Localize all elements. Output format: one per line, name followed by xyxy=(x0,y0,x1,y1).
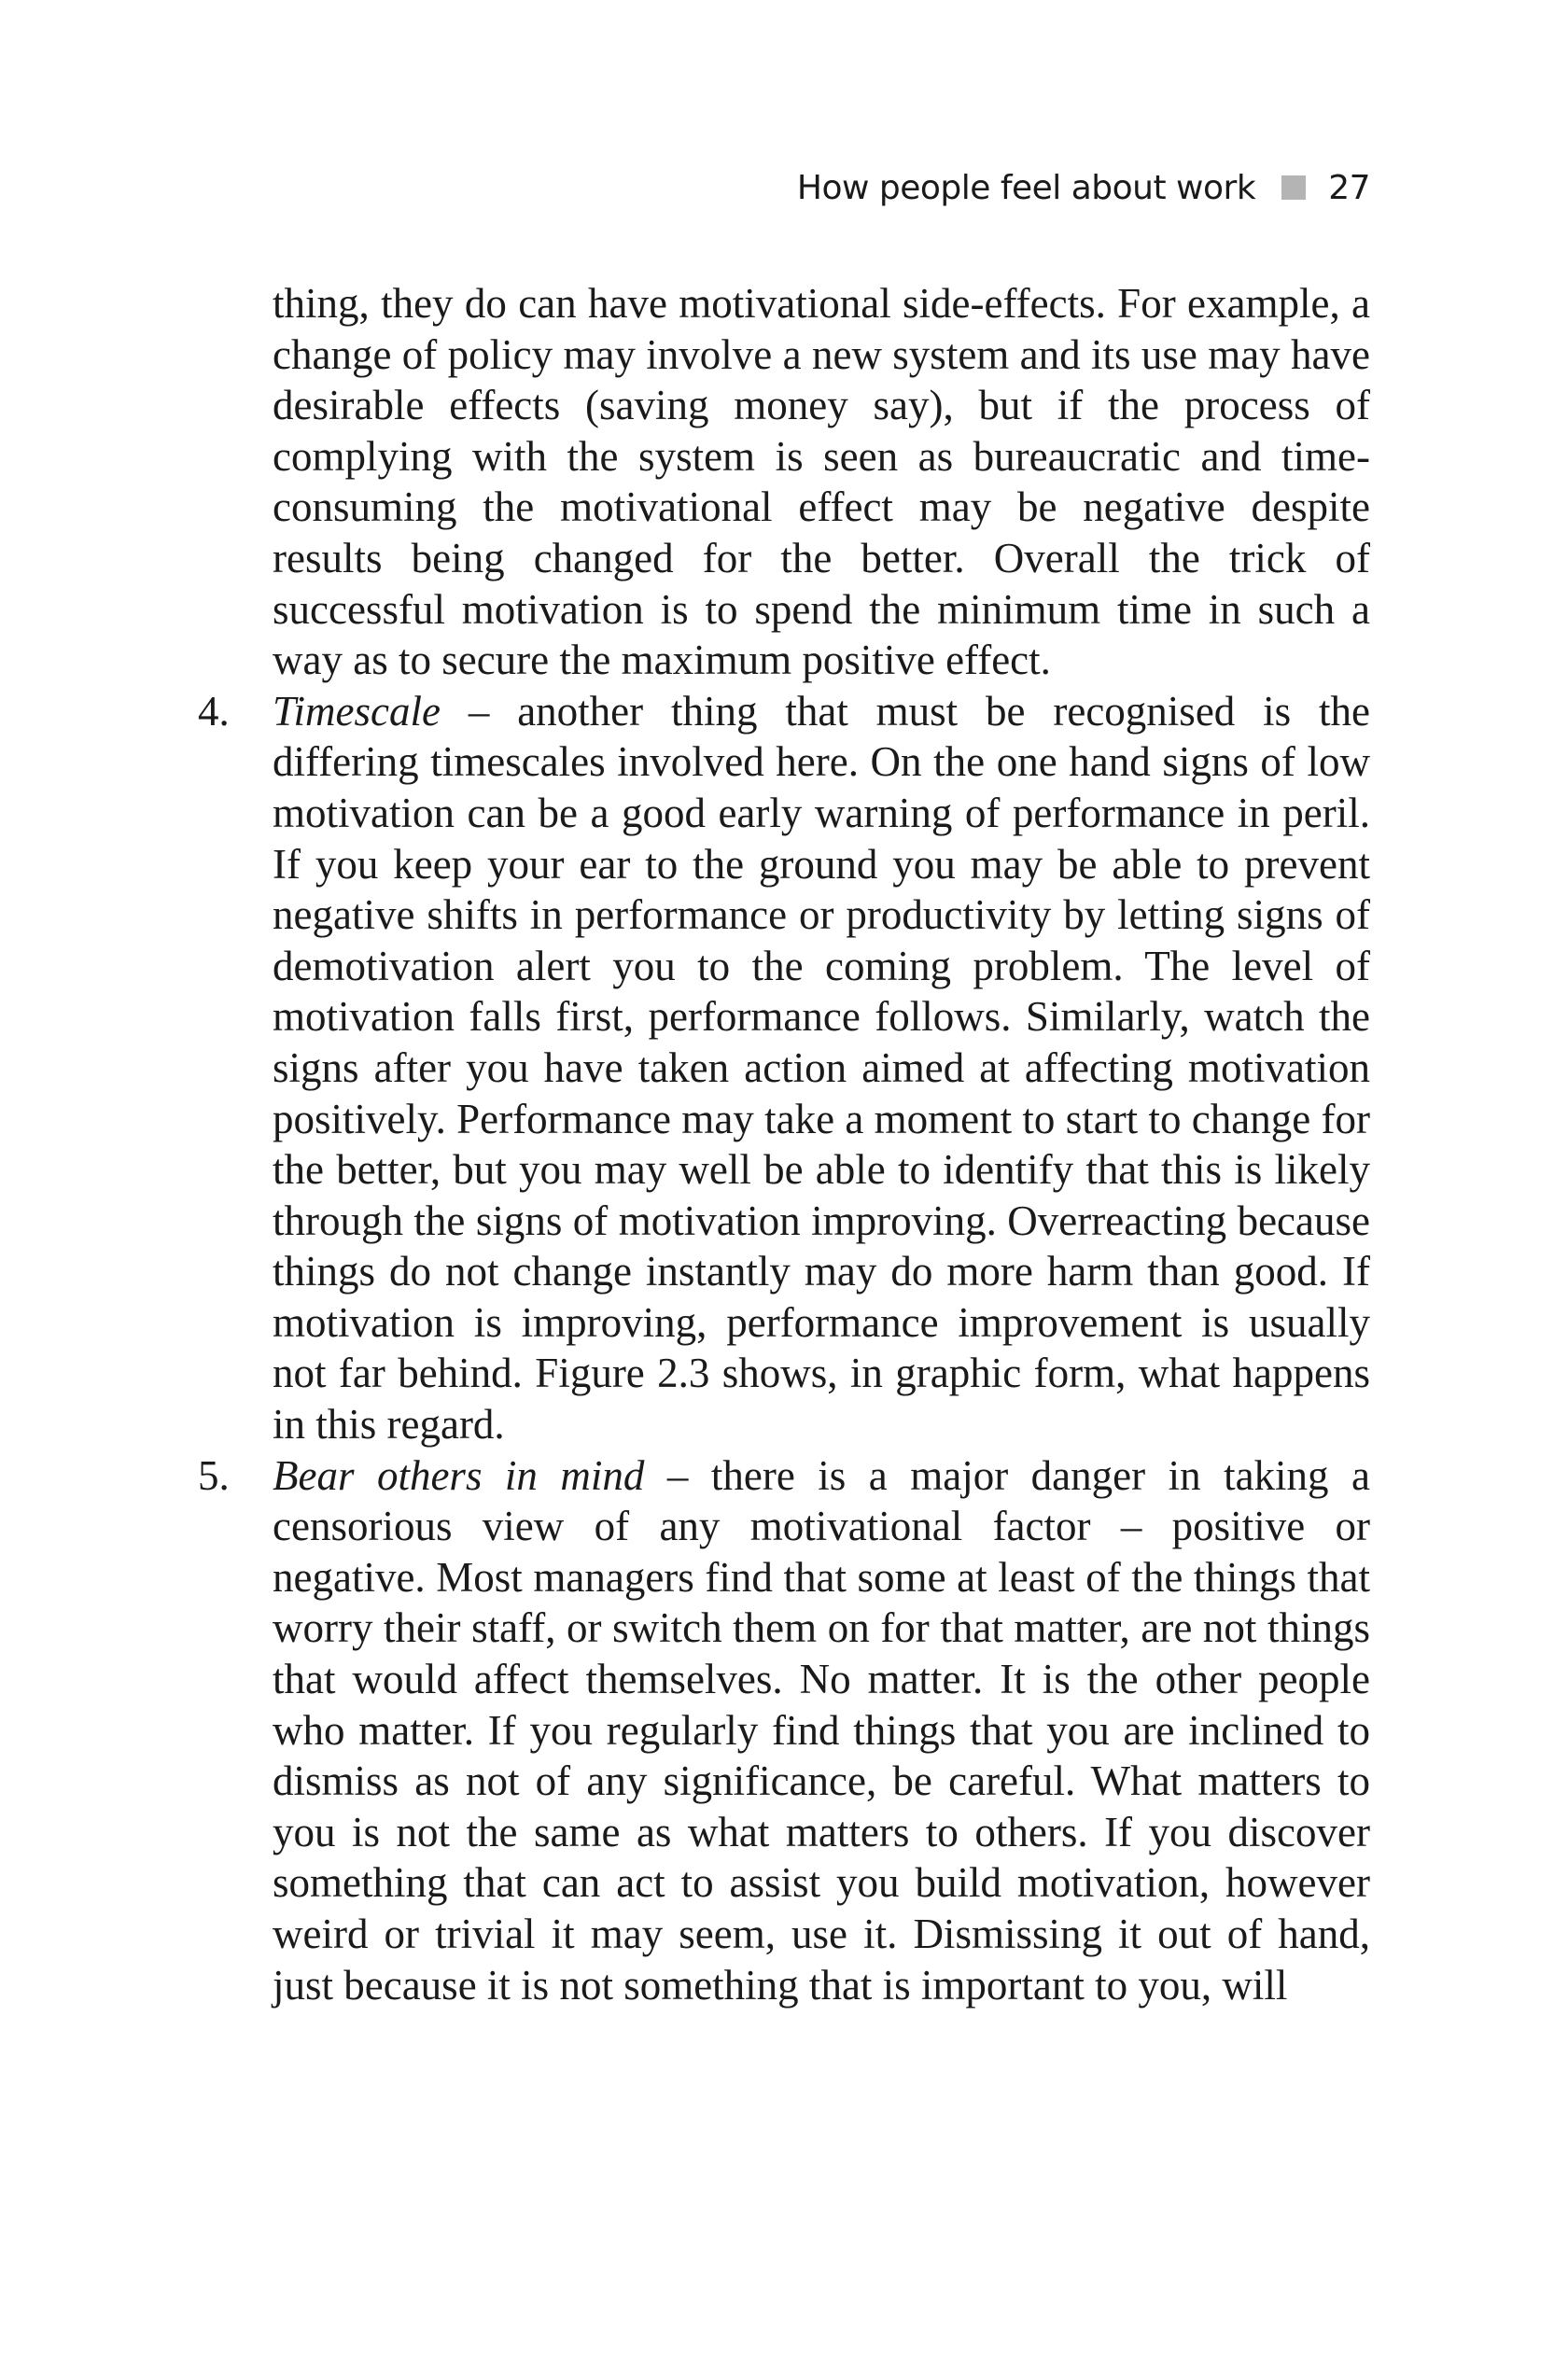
list-item-body xyxy=(273,686,1370,1450)
separator-square-icon xyxy=(1281,175,1306,200)
list-item-number: 4. xyxy=(198,687,230,735)
list-item xyxy=(198,686,1370,1450)
page-number: 27 xyxy=(1328,168,1370,207)
list-item-body xyxy=(273,1450,1370,2011)
list-item-heading: Bear others in mind xyxy=(273,1451,645,1499)
continuation-paragraph: thing, they do can have motivational side-effects. For example, a change of policy may involve a new system and its use may have desirable effects (saving money say), but if the process of complying with the system is seen as bureaucratic and time-consuming the motivational effect may be negative despite results being changed for the better. Overall the trick of successful motivation is to spend the minimum time in such a way as to secure the maximum positive effect. xyxy=(273,280,1370,684)
list-item-number: 5. xyxy=(198,1451,230,1499)
list-item xyxy=(198,1450,1370,2011)
list-item-text: – another thing that must be recognised is the differing timescales involved here. On the one hand signs of low motivation can be a good early warning of performance in peril. If you keep your ear to the ground you may be able to prevent negative shifts in performance or productivity by letting signs of demotivation alert you to the coming problem. The level of motivation falls first, performance follows. Similarly, watch the signs after you have taken action aimed at affecting motivation positively. Performance may take a moment to start to change for the better, but you may well be able to identify that this is likely through the signs of motivation improving. Overreacting because things do not change instantly may do more harm than good. If motivation is improving, performance improvement is usually not far behind. Figure 2.3 shows, in graphic form, what happens in this regard. xyxy=(273,687,1370,1449)
list-item-heading: Timescale xyxy=(273,687,441,735)
running-title: How people feel about work xyxy=(796,168,1256,207)
running-header xyxy=(797,164,1370,211)
list-item-text: – there is a major danger in taking a censorious view of any motivational factor – positive or negative. Most managers find that some at least of the things that worry their staff, or switch them on for that matter, are not things that would affect themselves. No matter. It is the other people who matter. If you regularly find things that you are inclined to dismiss as not of any significance, be careful. What matters to you is not the same as what matters to others. If you discover something that can act to assist you build motivation, however weird or trivial it may seem, use it. Dismissing it out of hand, just because it is not something that is important to you, will xyxy=(273,1451,1370,2009)
body-text xyxy=(198,278,1370,2010)
